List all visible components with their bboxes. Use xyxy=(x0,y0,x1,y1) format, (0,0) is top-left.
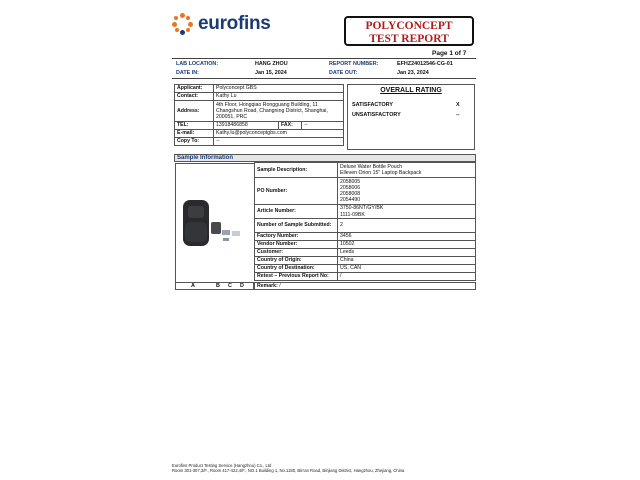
water-pouch-shape xyxy=(211,222,221,234)
destination-label: Country of Destination: xyxy=(255,265,338,273)
retest-value: / xyxy=(338,273,476,281)
article-value xyxy=(338,205,476,219)
sample-info-table xyxy=(254,162,476,281)
po-value xyxy=(338,178,476,205)
po-value-4: 2054490 xyxy=(340,197,361,204)
article-row xyxy=(255,205,476,219)
eurofins-logo xyxy=(172,12,271,36)
unsatisfactory-mark: -- xyxy=(456,112,460,118)
po-label: PO Number: xyxy=(255,178,338,205)
logo-text: eurofins xyxy=(198,13,271,34)
footer-line1: Eurofins Product Testing Service (Hangzhou) Co., Ltd xyxy=(172,463,272,468)
date-in-value: Jan 15, 2024 xyxy=(255,70,287,76)
sample-photo-cell xyxy=(175,163,254,282)
description-value-2: Elleven Orion 15" Laptop Backpack xyxy=(340,170,422,176)
customer-row xyxy=(255,249,476,257)
email-row xyxy=(175,130,344,138)
email-label: E-mail: xyxy=(175,130,214,138)
photo-letter-d: D xyxy=(240,283,244,289)
contact-value: Kathy Lu xyxy=(214,93,344,101)
po-row xyxy=(255,178,476,205)
applicant-table xyxy=(174,84,344,146)
satisfactory-mark: X xyxy=(456,102,460,108)
email-value[interactable]: Kathy.lu@polyconceptgbs.com xyxy=(214,130,344,138)
copy-to-row xyxy=(175,138,344,146)
report-title-line1: POLYCONCEPT xyxy=(365,20,453,32)
vendor-value: 10502 xyxy=(338,241,476,249)
article-value-2: 1111-09BK xyxy=(340,211,365,218)
address-label: Address: xyxy=(175,101,214,122)
date-out-value: Jan 23, 2024 xyxy=(397,70,429,76)
photo-letter-c: C xyxy=(228,283,232,289)
applicant-label: Applicant: xyxy=(175,85,214,93)
address-row xyxy=(175,101,344,122)
sample-photo xyxy=(176,164,254,282)
customer-label: Customer: xyxy=(255,249,338,257)
contact-row xyxy=(175,93,344,101)
vendor-label: Vendor Number: xyxy=(255,241,338,249)
photo-letter-b: B xyxy=(216,283,220,289)
date-out-label: DATE OUT: xyxy=(329,70,358,76)
address-value: 4th Floor, Hongqiao Rongguang Building, 11 Changshun Road, Changning District, Shanghai, 200051, PRC xyxy=(214,101,344,122)
header-divider-bottom xyxy=(172,78,476,79)
tel-label: TEL: xyxy=(175,122,214,130)
lab-location-value: HANG ZHOU xyxy=(255,61,288,67)
header-divider-top xyxy=(172,58,476,59)
eurofins-logo-icon xyxy=(172,13,194,35)
po-value-2: 2058006 xyxy=(340,184,361,191)
remark-label: Remark: xyxy=(257,283,278,289)
satisfactory-label: SATISFACTORY xyxy=(352,102,393,108)
customer-value: Leeds xyxy=(338,249,476,257)
photo-letter-a: A xyxy=(191,283,195,289)
report-number-label: REPORT NUMBER: xyxy=(329,61,379,67)
photo-letters-row xyxy=(175,282,254,290)
fax-value: -- xyxy=(302,122,344,130)
tel-fax-row xyxy=(175,122,344,130)
page-number: Page 1 of 7 xyxy=(432,50,467,57)
description-row xyxy=(255,163,476,178)
tel-value: 13918486858 xyxy=(214,122,279,130)
report-title-box xyxy=(344,16,474,46)
description-label: Sample Description: xyxy=(255,163,338,178)
destination-row xyxy=(255,265,476,273)
num-samples-row xyxy=(255,219,476,233)
num-samples-value: 2 xyxy=(338,219,476,233)
overall-rating-title: OVERALL RATING xyxy=(380,87,442,94)
retest-row xyxy=(255,273,476,281)
description-value-1: Deluxe Water Bottle Pouch xyxy=(340,163,403,170)
footer xyxy=(172,463,404,473)
footer-line2: Room 301-307,3/F., Room 417-422,4/F., NO.1 Building 1, No.1180, Bin'an Road, Binjiang District, Hangzhou, Zhejiang, China xyxy=(172,468,405,473)
origin-value: China xyxy=(338,257,476,265)
factory-label: Factory Number: xyxy=(255,233,338,241)
unsatisfactory-label: UNSATISFACTORY xyxy=(352,112,401,118)
retest-label: Retest – Previous Report No: xyxy=(255,273,338,281)
copy-to-label: Copy To: xyxy=(175,138,214,146)
origin-label: Country of Origin: xyxy=(255,257,338,265)
sample-info-title: Sample Information xyxy=(174,154,476,162)
report-number-value: EFHZ24012546-CG-01 xyxy=(397,61,453,67)
overall-rating-box xyxy=(347,84,475,150)
vendor-row xyxy=(255,241,476,249)
factory-row xyxy=(255,233,476,241)
article-value-1: 3750-86NT/GY/BK xyxy=(340,205,384,212)
report-title-line2: TEST REPORT xyxy=(369,33,449,45)
article-label: Article Number: xyxy=(255,205,338,219)
date-in-label: DATE IN: xyxy=(176,70,199,76)
num-samples-label: Number of Sample Submitted: xyxy=(255,219,338,233)
destination-value: US, CAN xyxy=(338,265,476,273)
po-value-1: 2058005 xyxy=(340,178,361,185)
po-value-3: 2058008 xyxy=(340,191,361,197)
lab-location-label: LAB LOCATION: xyxy=(176,61,219,67)
remark-value: / xyxy=(279,283,281,289)
origin-row xyxy=(255,257,476,265)
factory-value: 3456 xyxy=(338,233,476,241)
contact-label: Contact: xyxy=(175,93,214,101)
fax-label: FAX: xyxy=(279,122,302,130)
remark-row xyxy=(254,282,476,290)
copy-to-value: -- xyxy=(214,138,344,146)
applicant-value: Polyconcept GBS xyxy=(214,85,344,93)
description-value xyxy=(338,163,476,178)
applicant-row xyxy=(175,85,344,93)
